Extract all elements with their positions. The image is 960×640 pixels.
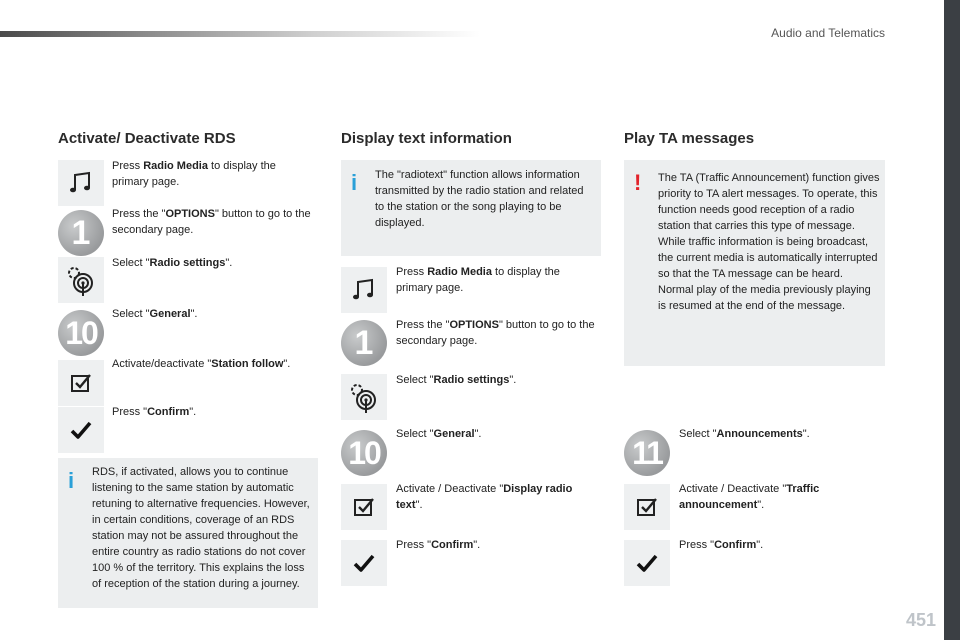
step-number-badge: 11: [624, 430, 670, 476]
step-text: Press the "OPTIONS" button to go to the secondary page.: [396, 319, 595, 347]
step-number-badge: 10: [58, 310, 104, 356]
radio-settings-icon: [341, 374, 387, 420]
note-text: The "radiotext" function allows information transmitted by the radio station and related to the station or the song playing to be displayed.: [375, 169, 584, 229]
step-text: Activate / Deactivate "Traffic announcement".: [679, 483, 820, 511]
header-title: Audio and Telematics: [771, 26, 885, 40]
section-title-rds: Activate/ Deactivate RDS: [58, 130, 236, 147]
step-number-badge: 10: [341, 430, 387, 476]
step-text: Press Radio Media to display the primary page.: [396, 266, 560, 294]
step-text: Select "General".: [396, 428, 482, 440]
warning-note-ta: [624, 160, 885, 366]
step-text: Activate/deactivate "Station follow".: [112, 358, 291, 370]
step-text: Press Radio Media to display the primary page.: [112, 160, 276, 188]
checkmark-icon: [58, 407, 104, 453]
page-number: 451: [905, 610, 936, 630]
checkbox-icon: [58, 360, 104, 406]
step-text: Activate / Deactivate "Display radio text".: [396, 483, 573, 511]
header-stripe: [0, 31, 480, 37]
note-text: RDS, if activated, allows you to continue listening to the same station by automatic retuning to alternative frequencies. However, in certain conditions, coverage of an RDS station may not be assured throughout the entire country as radio stations do not cover 100 % of the territory. This explains the loss of reception of the station during a journey.: [92, 466, 310, 590]
info-note-radiotext: [341, 160, 601, 256]
music-note-icon: [341, 267, 387, 313]
step-text: Press "Confirm".: [112, 406, 197, 418]
step-text: Select "General".: [112, 308, 198, 320]
info-note-rds: [58, 458, 318, 608]
step-number-badge: 1: [58, 210, 104, 256]
step-text: Select "Radio settings".: [112, 257, 233, 269]
step-text: Press "Confirm".: [396, 539, 481, 551]
note-text: The TA (Traffic Announcement) function gives priority to TA alert messages. To operate, this function needs good reception of a radio station that carries this type of message. While traffic information is being broadcast, the current media is automatically interrupted so that the TA message can be heard. Normal play of the media previously playing is resumed at the end of the message.: [658, 172, 880, 312]
step-number-badge: 1: [341, 320, 387, 366]
section-title-display-text: Display text information: [341, 130, 512, 147]
music-note-icon: [58, 160, 104, 206]
checkmark-icon: [341, 540, 387, 586]
checkbox-icon: [341, 484, 387, 530]
section-title-ta: Play TA messages: [624, 130, 755, 147]
checkbox-icon: [624, 484, 670, 530]
step-text: Press the "OPTIONS" button to go to the secondary page.: [112, 208, 311, 236]
page-edge-bar: [944, 0, 960, 640]
radio-settings-icon: [58, 257, 104, 303]
warning-icon: !: [634, 170, 642, 195]
info-icon: i: [351, 170, 358, 195]
step-text: Press "Confirm".: [679, 539, 764, 551]
checkmark-icon: [624, 540, 670, 586]
step-text: Select "Announcements".: [679, 428, 810, 440]
info-icon: i: [68, 468, 75, 493]
step-text: Select "Radio settings".: [396, 374, 517, 386]
